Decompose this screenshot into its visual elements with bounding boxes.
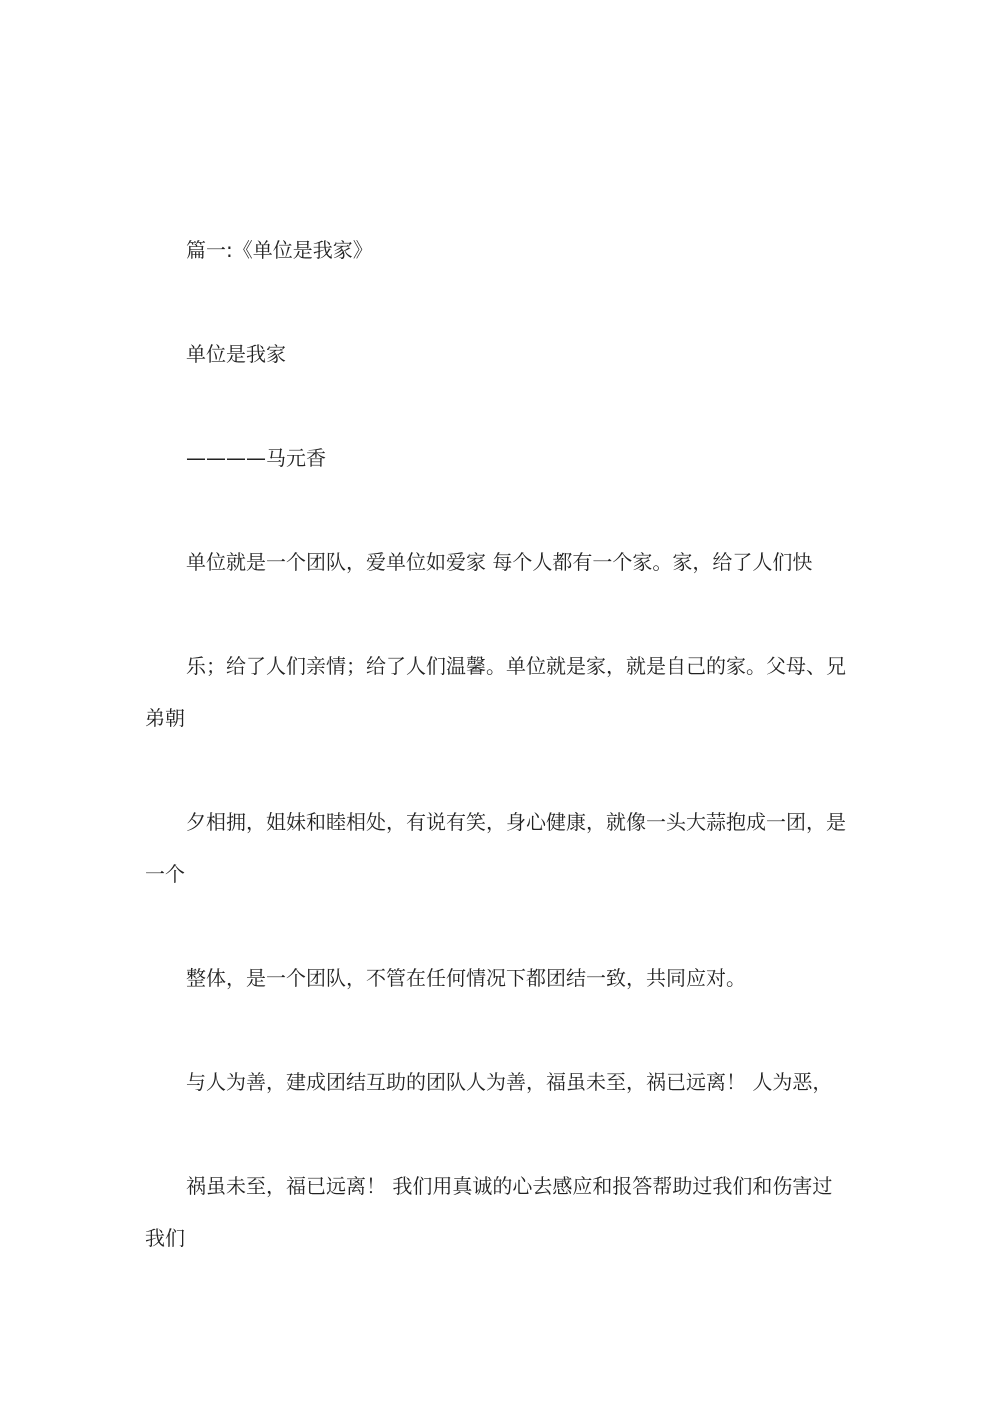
document-heading: 篇一:《单位是我家》	[186, 238, 373, 262]
paragraph-line: 单位就是一个团队，爱单位如爱家 每个人都有一个家。家，给了人们快	[186, 550, 813, 574]
paragraph-line: 祸虽未至，福已远离！ 我们用真诚的心去感应和报答帮助过我们和伤害过	[186, 1174, 833, 1198]
document-author: ————马元香	[186, 446, 326, 470]
paragraph-line: 整体，是一个团队，不管在任何情况下都团结一致，共同应对。	[186, 966, 746, 990]
paragraph-line: 夕相拥，姐妹和睦相处，有说有笑，身心健康，就像一头大蒜抱成一团，是	[186, 810, 846, 834]
paragraph-line: 乐；给了人们亲情；给了人们温馨。单位就是家，就是自己的家。父母、兄	[186, 654, 846, 678]
paragraph-line: 一个	[145, 862, 185, 886]
document-title: 单位是我家	[186, 342, 286, 366]
paragraph-line: 弟朝	[145, 706, 185, 730]
paragraph-line: 我们	[145, 1226, 185, 1250]
paragraph-line: 与人为善，建成团结互助的团队人为善，福虽未至，祸已远离！ 人为恶，	[186, 1070, 833, 1094]
